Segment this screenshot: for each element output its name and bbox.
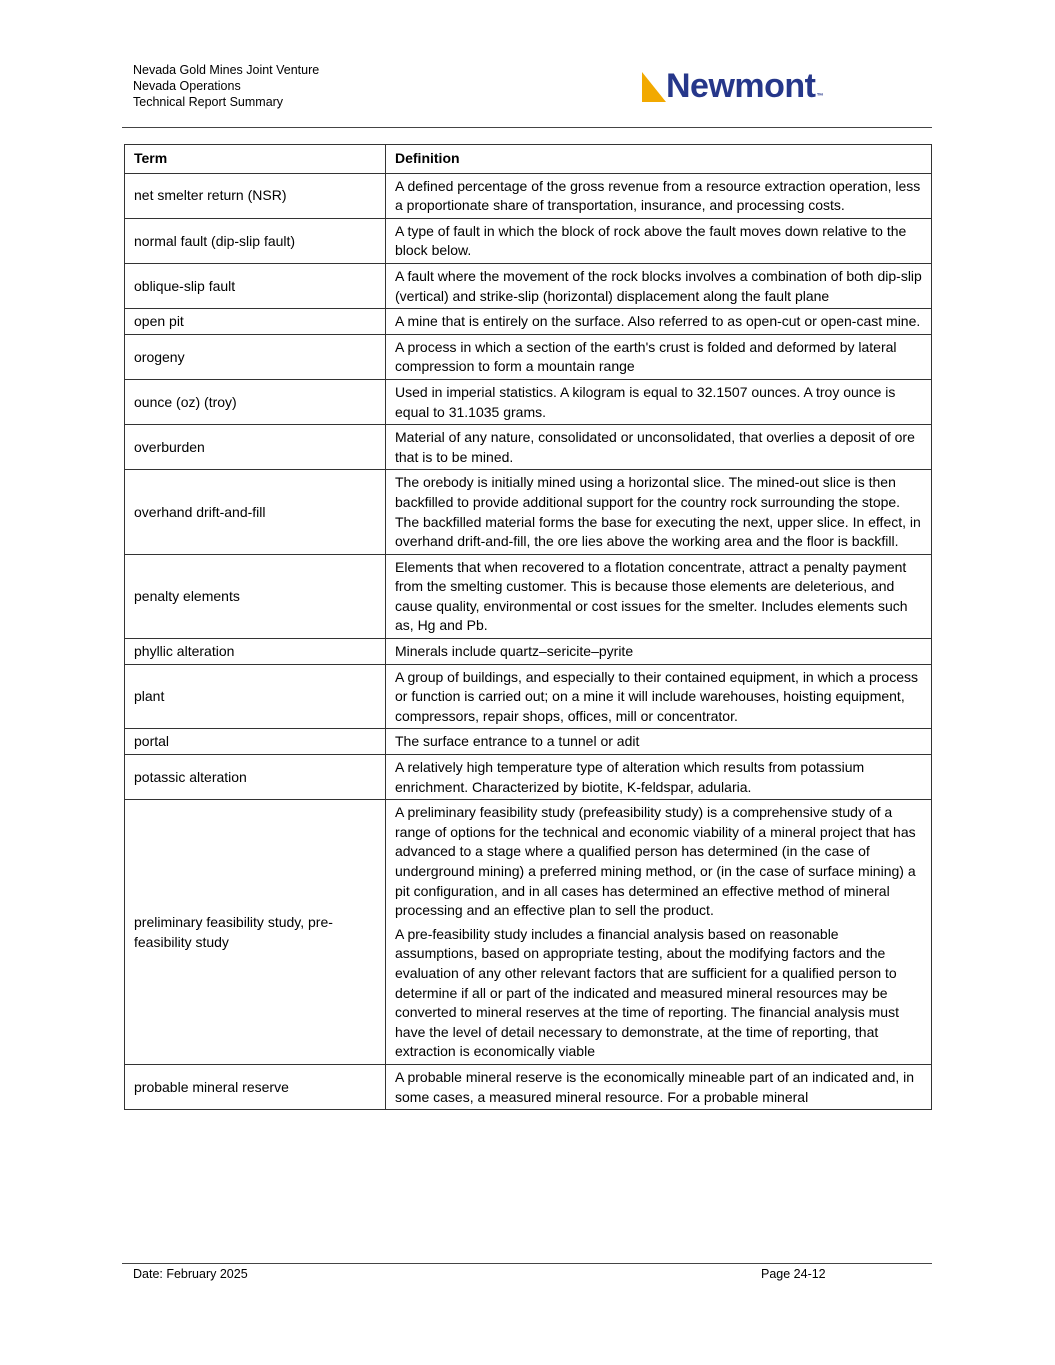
- definition-cell: [386, 554, 932, 638]
- table-row: [125, 664, 932, 729]
- definition-paragraph: A fault where the movement of the rock blocks involves a combination of both dip-slip (vertical) and strike-slip (horizontal) displacement along the fault plane: [395, 267, 922, 304]
- newmont-logo: [640, 66, 824, 105]
- table-row: [125, 218, 932, 263]
- term-cell: penalty elements: [125, 554, 386, 638]
- term-cell: normal fault (dip-slip fault): [125, 218, 386, 263]
- table-row: [125, 800, 932, 1065]
- table-row: [125, 334, 932, 379]
- definition-cell: [386, 639, 932, 665]
- table-row: [125, 729, 932, 755]
- term-cell: portal: [125, 729, 386, 755]
- glossary-body: [125, 173, 932, 1110]
- table-header-row: [125, 145, 932, 174]
- logo-wordmark: Newmont: [666, 67, 816, 105]
- definition-paragraph: Used in imperial statistics. A kilogram is equal to 32.1507 ounces. A troy ounce is equal to 31.1035 grams.: [395, 383, 896, 420]
- definition-paragraph: A defined percentage of the gross revenue from a resource extraction operation, less a proportionate share of transportation, insurance, and processing costs.: [395, 177, 921, 214]
- footer-divider: [122, 1263, 932, 1264]
- report-header: [133, 62, 319, 110]
- glossary-table: [124, 144, 932, 1110]
- definition-cell: [386, 379, 932, 424]
- term-cell: net smelter return (NSR): [125, 173, 386, 218]
- table-row: [125, 554, 932, 638]
- definition-cell: [386, 1064, 932, 1109]
- footer-page-number: Page 24-12: [761, 1267, 826, 1281]
- definition-paragraph: A mine that is entirely on the surface. Also referred to as open-cut or open-cast mine.: [395, 313, 921, 330]
- term-cell: potassic alteration: [125, 755, 386, 800]
- table-row: [125, 263, 932, 308]
- definition-cell: [386, 173, 932, 218]
- definition-paragraph: A pre-feasibility study includes a financial analysis based on reasonable assumptions, based on appropriate testing, about the modifying factors and the evaluation of any other relevant factors that are sufficient for a qualified person to determine if all or part of the indicated and measured mineral resources may be converted to mineral reserves at the time of reporting. The financial analysis must have the level of detail necessary to demonstrate, at the time of reporting, that extraction is economically viable: [395, 925, 899, 1060]
- table-row: [125, 425, 932, 470]
- definition-paragraph: Material of any nature, consolidated or unconsolidated, that overlies a deposit of ore that is to be mined.: [395, 429, 915, 465]
- term-cell: open pit: [125, 309, 386, 335]
- definition-cell: [386, 309, 932, 335]
- definition-cell: [386, 425, 932, 470]
- newmont-logo-mark-icon: [640, 70, 668, 102]
- column-header-definition: Definition: [386, 145, 932, 174]
- definition-cell: [386, 729, 932, 755]
- header-divider: [122, 127, 932, 128]
- definition-cell: [386, 218, 932, 263]
- table-row: [125, 1064, 932, 1109]
- definition-paragraph: The surface entrance to a tunnel or adit: [395, 733, 640, 750]
- definition-cell: [386, 334, 932, 379]
- definition-cell: [386, 470, 932, 554]
- term-cell: preliminary feasibility study, pre-feasibility study: [125, 800, 386, 1065]
- header-line-operations: Nevada Operations: [133, 79, 241, 93]
- definition-paragraph: A process in which a section of the earth's crust is folded and deformed by lateral compression to form a mountain range: [395, 338, 897, 375]
- logo-trademark: ™: [816, 93, 824, 100]
- page-bottom-margin: [0, 1231, 1055, 1271]
- term-cell: overhand drift-and-fill: [125, 470, 386, 554]
- definition-paragraph: A probable mineral reserve is the economically mineable part of an indicated and, in some cases, a measured mineral resource. For a probable mineral: [395, 1068, 915, 1105]
- table-row: [125, 470, 932, 554]
- footer-date: Date: February 2025: [133, 1267, 248, 1281]
- definition-cell: [386, 755, 932, 800]
- definition-paragraph: Minerals include quartz–sericite–pyrite: [395, 643, 634, 660]
- column-header-term: Term: [125, 145, 386, 174]
- term-cell: plant: [125, 664, 386, 729]
- header-line-report: Technical Report Summary: [133, 95, 284, 109]
- definition-paragraph: A type of fault in which the block of rock above the fault moves down relative to the block below.: [395, 222, 907, 259]
- table-row: [125, 755, 932, 800]
- term-cell: overburden: [125, 425, 386, 470]
- definition-cell: [386, 664, 932, 729]
- term-cell: probable mineral reserve: [125, 1064, 386, 1109]
- definition-paragraph: A preliminary feasibility study (prefeasibility study) is a comprehensive study of a range of options for the technical and economic viability of a mineral project that has advanced to a stage where a qualified person has determined (in the case of underground mining) a preferred mining method, or (in the case of surface mining) a pit configuration, and in all cases has determined an effective method of mineral processing and an effective plan to sell the product.: [395, 804, 916, 919]
- definition-paragraph: A relatively high temperature type of alteration which results from potassium enrichment. Characterized by biotite, K-feldspar, adularia.: [395, 759, 865, 795]
- header-line-company: Nevada Gold Mines Joint Venture: [133, 63, 320, 77]
- definition-cell: [386, 263, 932, 308]
- definition-paragraph: A group of buildings, and especially to their contained equipment, in which a process or function is carried out; on a mine it will include warehouses, hoisting equipment, compressors, repair shops, offices, mill or concentrator.: [395, 668, 918, 724]
- table-row: [125, 639, 932, 665]
- term-cell: oblique-slip fault: [125, 263, 386, 308]
- term-cell: phyllic alteration: [125, 639, 386, 665]
- table-row: [125, 379, 932, 424]
- table-row: [125, 173, 932, 218]
- definition-cell: [386, 800, 932, 1065]
- table-row: [125, 309, 932, 335]
- term-cell: ounce (oz) (troy): [125, 379, 386, 424]
- definition-paragraph: The orebody is initially mined using a horizontal slice. The mined-out slice is then backfilled to provide additional support for the country rock surrounding the stope. The backfilled material forms the base for executing the next, upper slice. In effect, in overhand drift-and-fill, the ore lies above the working area and the floor is backfill.: [395, 474, 921, 550]
- term-cell: orogeny: [125, 334, 386, 379]
- definition-paragraph: Elements that when recovered to a flotation concentrate, attract a penalty payment from the smelting customer. This is because those elements are deleterious, and cause quality, environmental or cost issues for the smelter. Includes elements such as, Hg and Pb.: [395, 558, 908, 634]
